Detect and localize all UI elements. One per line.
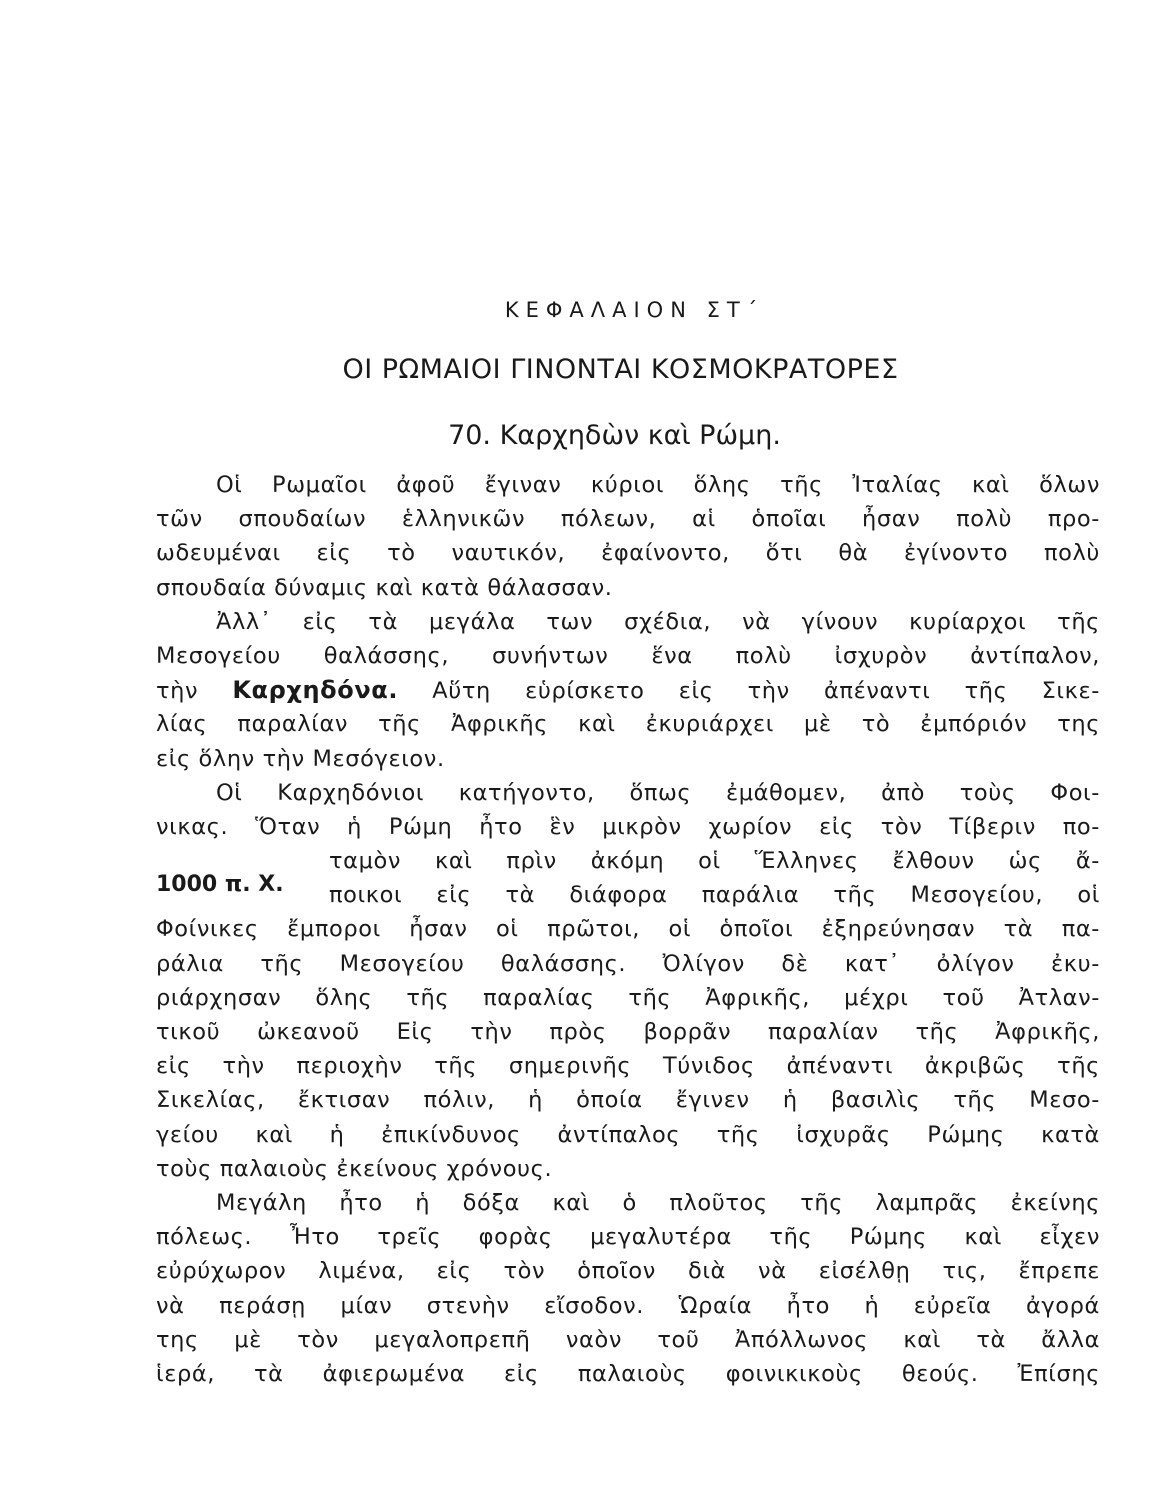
- text-segment: Αὕτη εὑρίσκετο εἰς τὴν ἀπέναντι τῆς Σικε-: [398, 678, 1100, 705]
- text-line: γείου καὶ ἡ ἐπικίνδυνος ἀντίπαλος τῆς ἰσχυρᾶς Ρώμης κατὰ: [156, 1121, 1100, 1148]
- text-line: σπουδαία δύναμις καὶ κατὰ θάλασσαν.: [156, 574, 613, 601]
- section-title: 70. Καρχηδὼν καὶ Ρώμη.: [448, 420, 781, 451]
- text-line: εἰς ὅλην τὴν Μεσόγειον.: [156, 745, 445, 772]
- text-line: της μὲ τὸν μεγαλοπρεπῆ ναὸν τοῦ Ἀπόλλωνος καὶ τὰ ἄλλα: [156, 1326, 1100, 1353]
- text-line: ἱερά, τὰ ἀφιερωμένα εἰς παλαιοὺς φοινικικοὺς θεούς. Ἐπίσης: [156, 1360, 1100, 1387]
- text-line: ράλια τῆς Μεσογείου θαλάσσης. Ὀλίγον δὲ κατ᾿ ὀλίγον ἐκυ-: [156, 950, 1100, 977]
- body-text: [156, 468, 1100, 1391]
- text-line: νὰ περάσῃ μίαν στενὴν εἴσοδον. Ὡραία ἦτο ἡ εὐρεῖα ἀγορά: [156, 1292, 1100, 1319]
- text-line: Οἱ Ρωμαῖοι ἀφοῦ ἔγιναν κύριοι ὅλης τῆς Ἰταλίας καὶ ὅλων: [216, 472, 1100, 498]
- text-line: Φοίνικες ἔμποροι ἦσαν οἱ πρῶτοι, οἱ ὁποῖοι ἐξηρεύνησαν τὰ πα-: [156, 916, 1100, 943]
- text-line: τοὺς παλαιοὺς ἐκείνους χρόνους.: [156, 1155, 553, 1182]
- text-line: ταμὸν καὶ πρὶν ἀκόμη οἱ Ἕλληνες ἔλθουν ὡς ἄ-: [329, 848, 1100, 875]
- bold-term-karchidona: Καρχηδόνα.: [232, 676, 399, 705]
- text-line: ποικοι εἰς τὰ διάφορα παράλια τῆς Μεσογείου, οἱ: [329, 882, 1100, 909]
- text-line: Μεγάλη ἦτο ἡ δόξα καὶ ὁ πλοῦτος τῆς λαμπρᾶς ἐκείνης: [216, 1189, 1100, 1216]
- margin-date-note: 1000 π. Χ.: [156, 872, 284, 897]
- text-line: πόλεως. Ἦτο τρεῖς φορὰς μεγαλυτέρα τῆς Ρώμης καὶ εἶχεν: [156, 1224, 1100, 1251]
- chapter-label: ΚΕΦΑΛΑΙΟΝ ΣΤ΄: [504, 298, 765, 322]
- text-line: λίας παραλίαν τῆς Ἀφρικῆς καὶ ἐκυριάρχει μὲ τὸ ἐμπόριόν της: [156, 711, 1100, 738]
- text-line: τικοῦ ὠκεανοῦ Εἰς τὴν πρὸς βορρᾶν παραλίαν τῆς Ἀφρικῆς,: [156, 1019, 1100, 1045]
- text-line: τῶν σπουδαίων ἑλληνικῶν πόλεων, αἱ ὁποῖαι ἦσαν πολὺ προ-: [156, 506, 1100, 533]
- text-line: εἰς τὴν περιοχὴν τῆς σημερινῆς Τύνιδος ἀπέναντι ἀκριβῶς τῆς: [156, 1053, 1100, 1080]
- text-line: εὐρύχωρον λιμένα, εἰς τὸν ὁποῖον διὰ νὰ εἰσέλθῃ τις, ἔπρεπε: [156, 1258, 1100, 1285]
- text-line: Σικελίας, ἔκτισαν πόλιν, ἡ ὁποία ἔγινεν ἡ βασιλὶς τῆς Μεσο-: [156, 1087, 1100, 1114]
- text-line: ωδευμέναι εἰς τὸ ναυτικόν, ἐφαίνοντο, ὅτι θὰ ἐγίνοντο πολὺ: [156, 540, 1100, 567]
- text-line: [156, 673, 1100, 707]
- chapter-title: ΟΙ ΡΩΜΑΙΟΙ ΓΙΝΟΝΤΑΙ ΚΟΣΜΟΚΡΑΤΟΡΕΣ: [342, 354, 899, 385]
- text-line: Οἱ Καρχηδόνιοι κατήγοντο, ὅπως ἐμάθομεν, ἀπὸ τοὺς Φοι-: [216, 779, 1100, 806]
- text-line: νικας. Ὅταν ἡ Ρώμη ἦτο ἓν μικρὸν χωρίον εἰς τὸν Τίβεριν πο-: [156, 813, 1100, 840]
- text-line: Μεσογείου θαλάσσης, συνήντων ἕνα πολὺ ἰσχυρὸν ἀντίπαλον,: [156, 642, 1100, 669]
- text-line: ριάρχησαν ὅλης τῆς παραλίας τῆς Ἀφρικῆς, μέχρι τοῦ Ἀτλαν-: [156, 984, 1100, 1011]
- text-segment: τὴν: [156, 678, 233, 705]
- text-line: Ἀλλ᾿ εἰς τὰ μεγάλα των σχέδια, νὰ γίνουν κυρίαρχοι τῆς: [216, 608, 1100, 635]
